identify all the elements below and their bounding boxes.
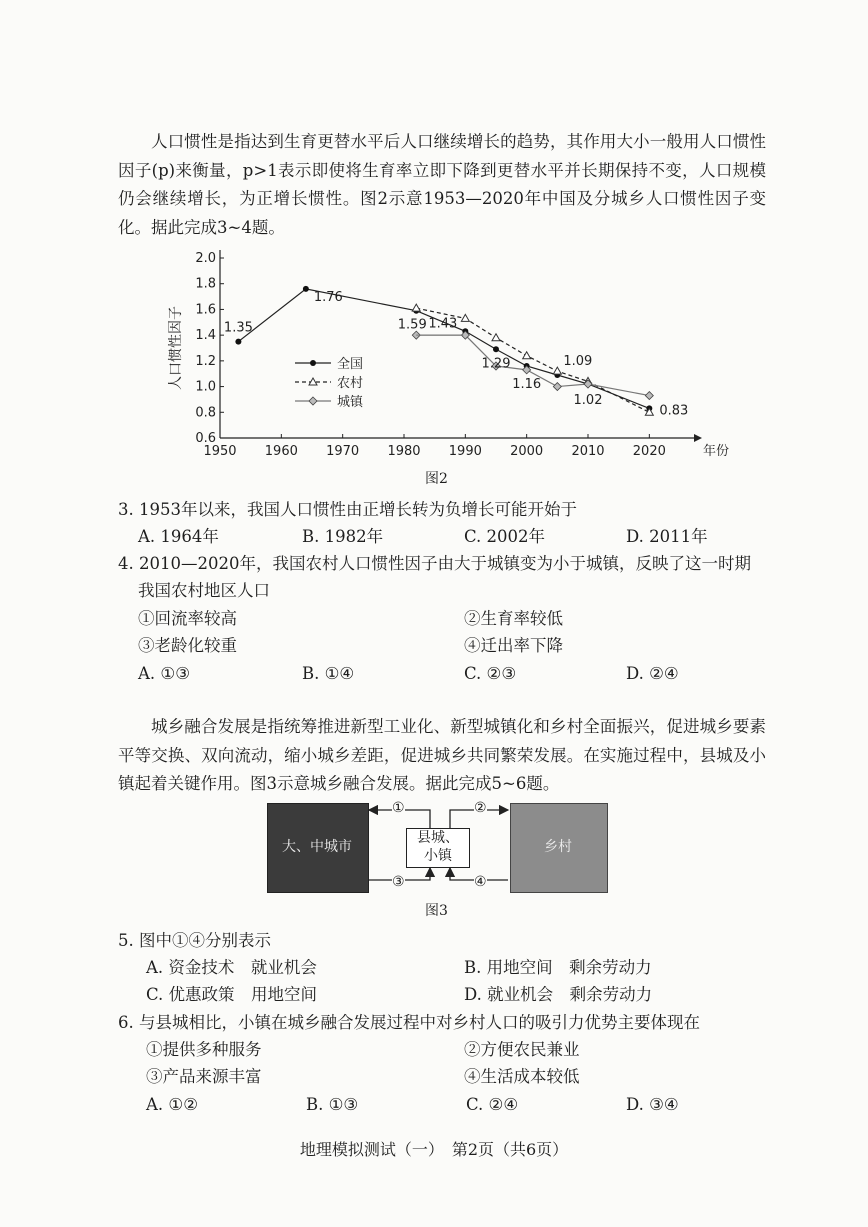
series-2-point xyxy=(584,380,592,388)
county-town-label-line1: 县城、 xyxy=(417,830,459,846)
data-label: 1.02 xyxy=(573,393,603,408)
legend-label: 全国 xyxy=(337,357,364,372)
q5-option-d[interactable]: D. 就业机会 剩余劳动力 xyxy=(464,985,653,1004)
series-2-point xyxy=(553,383,561,391)
q3-option-d[interactable]: D. 2011年 xyxy=(626,527,708,546)
q5-option-a[interactable]: A. 资金技术 就业机会 xyxy=(146,958,317,977)
y-tick-label: 1.4 xyxy=(195,328,216,344)
series-1-point xyxy=(553,367,561,374)
series-0-point xyxy=(235,339,241,345)
intro-paragraph-2: 城乡融合发展是指统筹推进新型工业化、新型城镇化和乡村全面振兴，促进城乡要素平等交换、双向流动，缩小城乡差距，促进城乡共同繁荣发展。在实施过程中，县城及小镇起着关键作用。图3示意城乡融合发展。据此完成5~6题。 xyxy=(118,717,766,793)
q6-option-b[interactable]: B. ①③ xyxy=(306,1095,359,1114)
legend-label: 农村 xyxy=(337,376,364,391)
q4-item-2: ②生育率较低 xyxy=(464,609,563,628)
series-1-point xyxy=(461,314,469,321)
arrow-label-4: ④ xyxy=(474,874,487,890)
q6-option-d[interactable]: D. ③④ xyxy=(626,1095,679,1114)
arrow-label-2: ② xyxy=(474,800,487,816)
series-1-point xyxy=(412,304,420,311)
y-tick-label: 2.0 xyxy=(195,251,216,266)
x-axis-arrow xyxy=(694,434,702,442)
question-6-stem: 6. 与县城相比，小镇在城乡融合发展过程中对乡村人口的吸引力优势主要体现在 xyxy=(118,1013,700,1032)
y-tick-label: 1.8 xyxy=(195,276,216,292)
q4-item-1: ①回流率较高 xyxy=(138,609,237,628)
x-tick-label: 1960 xyxy=(264,444,298,459)
q6-item-3: ③产品来源丰富 xyxy=(146,1067,262,1086)
data-label: 1.16 xyxy=(512,377,542,392)
x-tick-label: 2010 xyxy=(571,444,605,459)
series-1-point xyxy=(523,352,531,359)
question-4-stem-line2: 我国农村地区人口 xyxy=(138,581,270,600)
q4-option-d[interactable]: D. ②④ xyxy=(626,664,679,683)
data-label: 1.43 xyxy=(428,316,458,332)
legend-label: 城镇 xyxy=(337,395,364,410)
village-label: 乡村 xyxy=(544,839,572,855)
y-tick-label: 0.8 xyxy=(195,405,216,421)
figure-3-caption: 图3 xyxy=(425,903,448,919)
legend-marker xyxy=(309,397,317,405)
y-tick-label: 1.0 xyxy=(195,379,216,395)
question-5-stem: 5. 图中①④分别表示 xyxy=(118,931,271,950)
data-label: 0.83 xyxy=(659,403,689,419)
x-axis-label: 年份 xyxy=(702,444,730,459)
q4-option-a[interactable]: A. ①③ xyxy=(138,664,190,683)
intro-paragraph-1: 人口惯性是指达到生育更替水平后人口继续增长的趋势，其作用大小一般用人口惯性因子(p)来衡量，p>1表示即使将生育率立即下降到更替水平并长期保持不变，人口规模仍会继续增长，为正增长惯性。图2示意1953—2020年中国及分城乡人口惯性因子变化。据此完成3~4题。 xyxy=(118,132,766,237)
x-tick-label: 1990 xyxy=(448,444,482,459)
q3-option-a[interactable]: A. 1964年 xyxy=(138,527,219,546)
flow-arrows xyxy=(360,800,520,900)
q6-item-2: ②方便农民兼业 xyxy=(464,1040,580,1059)
data-label: 1.29 xyxy=(481,356,511,372)
page-footer: 地理模拟测试（一） 第2页（共6页） xyxy=(299,1140,569,1159)
series-0-point xyxy=(303,286,309,292)
q5-option-c[interactable]: C. 优惠政策 用地空间 xyxy=(146,985,318,1004)
q6-option-c[interactable]: C. ②④ xyxy=(466,1095,519,1114)
q4-item-3: ③老龄化较重 xyxy=(138,636,237,655)
x-tick-label: 2020 xyxy=(632,444,666,459)
data-label: 1.09 xyxy=(563,354,593,369)
q4-option-c[interactable]: C. ②③ xyxy=(464,664,517,683)
arrow-label-1: ① xyxy=(392,800,405,816)
q5-option-b[interactable]: B. 用地空间 剩余劳动力 xyxy=(464,958,652,977)
q6-item-1: ①提供多种服务 xyxy=(146,1040,262,1059)
y-axis-label: 人口惯性因子 xyxy=(168,306,184,390)
series-1-point xyxy=(492,334,500,341)
arrow-label-3: ③ xyxy=(392,874,405,890)
series-2-point xyxy=(645,392,653,400)
q4-item-4: ④迁出率下降 xyxy=(464,636,563,655)
x-tick-label: 1950 xyxy=(203,444,237,459)
q6-item-4: ④生活成本较低 xyxy=(464,1067,580,1086)
q3-option-c[interactable]: C. 2002年 xyxy=(464,527,546,546)
q6-option-a[interactable]: A. ①② xyxy=(146,1095,198,1114)
x-tick-label: 1970 xyxy=(326,444,360,459)
y-tick-label: 1.6 xyxy=(195,302,216,318)
question-4-stem-line1: 4. 2010—2020年，我国农村人口惯性因子由大于城镇变为小于城镇，反映了这一时期 xyxy=(118,554,751,573)
population-inertia-chart xyxy=(160,240,730,480)
series-line-0 xyxy=(238,289,649,409)
y-tick-label: 1.2 xyxy=(195,353,216,369)
legend-marker xyxy=(310,360,316,366)
series-0-point xyxy=(493,346,499,352)
x-tick-label: 1980 xyxy=(387,444,421,459)
data-label: 1.35 xyxy=(223,320,253,336)
q4-option-b[interactable]: B. ①④ xyxy=(302,664,355,683)
county-town-label-line2: 小镇 xyxy=(424,848,452,864)
y-tick-label: 0.6 xyxy=(195,431,216,446)
question-3-stem: 3. 1953年以来，我国人口惯性由正增长转为负增长可能开始于 xyxy=(118,500,577,519)
big-city-label: 大、中城市 xyxy=(282,839,352,855)
q3-option-b[interactable]: B. 1982年 xyxy=(302,527,384,546)
x-tick-label: 2000 xyxy=(510,444,544,459)
data-label: 1.59 xyxy=(397,317,427,333)
data-label: 1.76 xyxy=(313,289,343,305)
figure-2-caption: 图2 xyxy=(425,471,448,487)
